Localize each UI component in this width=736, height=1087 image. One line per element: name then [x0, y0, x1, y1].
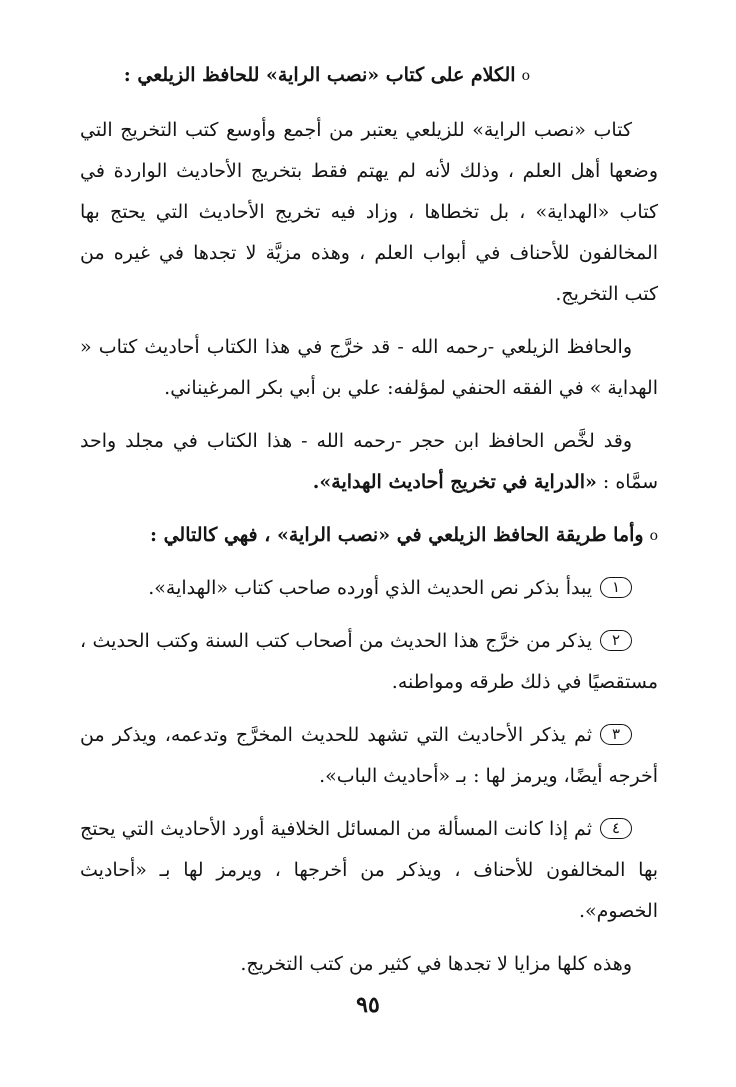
paragraph-ibn-hajar-text: وقد لخَّص الحافظ ابن حجر -رحمه الله - هذا الكتاب في مجلد واحد سمَّاه : [80, 430, 658, 493]
closing-paragraph: وهذه كلها مزايا لا تجدها في كثير من كتب التخريج. [240, 953, 632, 975]
circle-bullet-icon: ο [649, 528, 658, 544]
list-item-text: ثم إذا كانت المسألة من المسائل الخلافية أورد الأحاديث التي يحتج بها المخالفون للأحناف ، ويذكر من أخرجها ، ويرمز لها بـ «أحاديث الخصوم». [79, 818, 658, 922]
item-number-badge: ٢ [600, 630, 632, 651]
list-item-text: يبدأ بذكر نص الحديث الذي أورده صاحب كتاب «الهداية». [148, 577, 592, 599]
page-body [80, 55, 658, 997]
item-number-badge: ٤ [600, 818, 632, 839]
section-heading-nasb-al-raya [80, 55, 658, 96]
item-number-badge: ٣ [600, 724, 632, 745]
section-heading-text: وأما طريقة الحافظ الزيلعي في «نصب الراية» ، فهي كالتالي : [149, 524, 644, 546]
list-item [80, 568, 658, 609]
item-number-badge: ١ [600, 577, 632, 598]
section-heading-method [80, 515, 658, 556]
section-heading-text: الكلام على كتاب «نصب الراية» للحافظ الزيلعي : [123, 64, 516, 86]
list-item [80, 809, 658, 932]
list-item-text: ثم يذكر الأحاديث التي تشهد للحديث المخرَّج وتدعمه، ويذكر من أخرجه أيضًا، ويرمز لها : بـ «أحاديث الباب». [80, 724, 658, 787]
list-item [80, 715, 658, 797]
paragraph-intro: كتاب «نصب الراية» للزيلعي يعتبر من أجمع وأوسع كتب التخريج التي وضعها أهل العلم ، وذلك لأنه لم يهتم فقط بتخريج الأحاديث الواردة في كتاب «الهداية» ، بل تخطاها ، وزاد فيه تخريج الأحاديث التي يحتج بها المخالفون للأحناف في أبواب العلم ، وهذه مزيَّة لا تجدها في غيره من كتب التخريج. [80, 119, 658, 305]
list-item-text: يذكر من خرَّج هذا الحديث من أصحاب كتب السنة وكتب الحديث ، مستقصيًا في ذلك طرقه ومواطنه. [80, 630, 658, 693]
list-item [80, 621, 658, 703]
page-number: ٩٥ [356, 992, 380, 1018]
circle-bullet-icon: ο [521, 68, 530, 84]
book-title-diraya: «الدراية في تخريج أحاديث الهداية». [312, 471, 597, 493]
paragraph-zaylai: والحافظ الزيلعي -رحمه الله - قد خرَّج في هذا الكتاب أحاديث كتاب « الهداية » في الفقه الحنفي لمؤلفه: علي بن أبي بكر المرغيناني. [80, 336, 658, 399]
paragraph-ibn-hajar [80, 421, 658, 503]
